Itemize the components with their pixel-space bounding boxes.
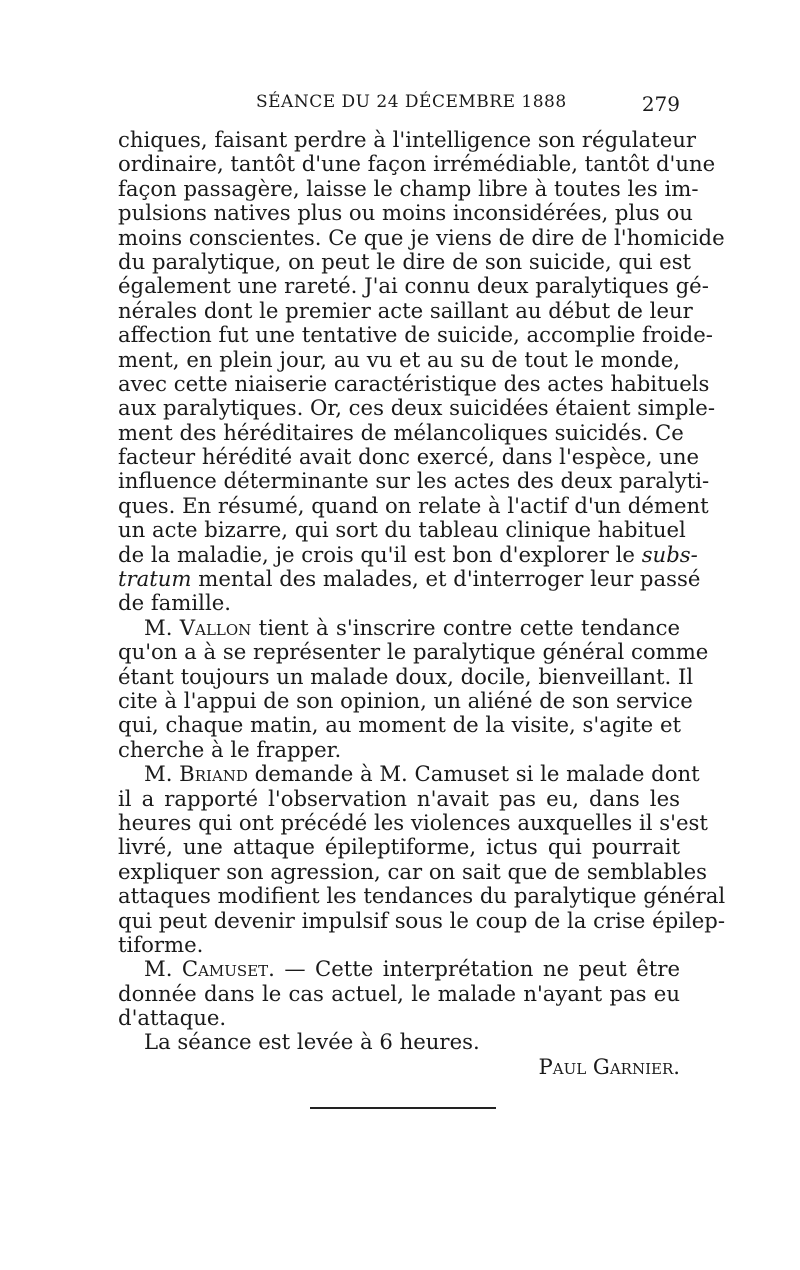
text-line: moins conscientes. Ce que je viens de dire de l'homicide: [118, 224, 725, 250]
text-fragment: tient à s'inscrire contre cette tendance: [251, 614, 680, 640]
text-line: cite à l'appui de son opinion, un aliéné de son service: [118, 687, 693, 713]
text-line: un acte bizarre, qui sort du tableau clinique habituel: [118, 517, 686, 543]
text-line: ment, en plein jour, au vu et au su de tout le monde,: [118, 346, 680, 372]
text-line: tiforme.: [118, 931, 204, 957]
text-fragment: — Cette interprétation ne peut être: [274, 956, 680, 982]
text-line: du paralytique, on peut le dire de son suicide, qui est: [118, 248, 692, 274]
page-number: 279: [641, 92, 680, 116]
paragraph-2: [118, 614, 709, 762]
speaker-name: M. Briand: [144, 761, 248, 787]
text-line: de famille.: [118, 590, 232, 616]
text-line: ment des héréditaires de mélancoliques suicidés. Ce: [118, 419, 684, 445]
text-line: affection fut une tentative de suicide, accomplie froide-: [118, 322, 713, 348]
text-line: il a rapporté l'observation n'avait pas eu, dans les: [118, 785, 680, 811]
text-line: heures qui ont précédé les violences auxquelles il s'est: [118, 809, 708, 835]
italic-term: subs-: [641, 541, 698, 567]
speaker-name: M. Vallon: [144, 614, 252, 640]
text-line: également une rareté. J'ai connu deux paralytiques gé-: [118, 273, 709, 299]
paragraph-3: [118, 761, 726, 957]
text-line: façon passagère, laisse le champ libre à toutes les im-: [118, 175, 699, 201]
text-line: aux paralytiques. Or, ces deux suicidées étaient simple-: [118, 395, 715, 421]
text-line: qui peut devenir impulsif sous le coup de la crise épilep-: [118, 907, 725, 933]
text-line: qu'on a à se représenter le paralytique général comme: [118, 639, 709, 665]
paragraph-4: [118, 957, 680, 1030]
text-line: ques. En résumé, quand on relate à l'actif d'un dément: [118, 492, 709, 518]
text-fragment: demande à M. Camuset si le malade dont: [247, 761, 700, 787]
text-line: chiques, faisant perdre à l'intelligence son régulateur: [118, 127, 697, 152]
text-line: [118, 616, 680, 640]
text-line: attaques modifient les tendances du paralytique général: [118, 883, 726, 909]
text-line: qui, chaque matin, au moment de la visite, s'agite et: [118, 712, 681, 738]
text-line: [118, 541, 698, 567]
italic-term: tratum: [118, 566, 192, 592]
text-line: influence déterminante sur les actes des deux paralyti-: [118, 468, 710, 494]
text-line: expliquer son agression, car on sait que de semblables: [118, 858, 708, 884]
text-line: étant toujours un malade doux, docile, bienveillant. Il: [118, 663, 694, 689]
text-line: pulsions natives plus ou moins inconsidérées, plus ou: [118, 200, 693, 226]
text-fragment: de la maladie, je crois qu'il est bon d'explorer le: [118, 541, 635, 567]
text-line: livré, une attaque épileptiforme, ictus qui pourrait: [118, 834, 680, 860]
text-line: [118, 957, 680, 981]
text-line: ordinaire, tantôt d'une façon irrémédiable, tantôt d'une: [118, 151, 716, 177]
text-fragment: mental des malades, et d'interroger leur passé: [191, 566, 701, 592]
body-text: [118, 127, 726, 1079]
speaker-name: M. Camuset.: [144, 956, 275, 982]
text-line: facteur hérédité avait donc exercé, dans l'espèce, une: [118, 444, 700, 470]
text-line: avec cette niaiserie caractéristique des actes habituels: [118, 370, 710, 396]
text-line: cherche à le frapper.: [118, 736, 342, 762]
running-head-title: SÉANCE DU 24 DÉCEMBRE 1888: [256, 92, 567, 112]
end-rule: [310, 1107, 496, 1109]
text-line: d'attaque.: [118, 1005, 227, 1031]
running-head: [118, 92, 680, 120]
text-line: [118, 566, 701, 592]
text-line: donnée dans le cas actuel, le malade n'ayant pas eu: [118, 980, 680, 1006]
text-line: [118, 761, 700, 787]
text-line: nérales dont le premier acte saillant au début de leur: [118, 297, 693, 323]
closing-line: La séance est levée à 6 heures.: [144, 1029, 480, 1055]
signature: Paul Garnier.: [538, 1053, 680, 1079]
paragraph-1: [118, 127, 725, 616]
